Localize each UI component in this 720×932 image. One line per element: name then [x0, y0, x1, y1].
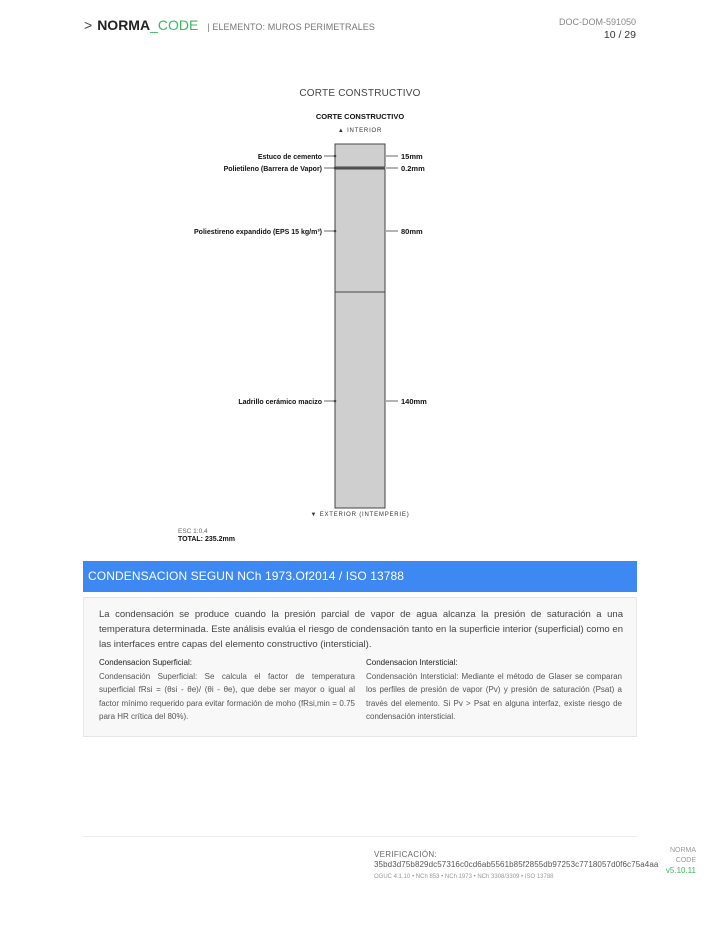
superficial-heading: Condensacion Superficial: [99, 658, 192, 667]
superficial-text: Condensación Superficial: Se calcula el factor de temperatura superficial fRsi = (θsi - θe)/ (θi - θe), que debe ser mayor o igual al factor mínimo requerido para evitar formación de moho (fRsi,min = 0.75 para HR crítica del 80%). [99, 672, 355, 722]
intersticial-text: Condensación Intersticial: Mediante el método de Glaser se comparan los perfiles de presión de vapor (Pv) y presión de saturación (Psat) a través del elemento. Si Pv > Psat en alguna interfaz, existe riesgo de condensación intersticial. [366, 672, 622, 722]
scale-info [178, 528, 235, 543]
intersticial-heading: Condensacion Intersticial: [366, 658, 458, 667]
brand-header [84, 17, 375, 33]
layer-name-vapor-barrier: Polietileno (Barrera de Vapor) [223, 166, 322, 173]
footer-logo [666, 846, 696, 876]
layer-thickness-stucco: 15mm [401, 152, 423, 161]
section-header [83, 561, 637, 592]
construction-section-diagram [0, 100, 720, 525]
layer-thickness-eps: 80mm [401, 227, 423, 236]
interior-label: ▲ INTERIOR [337, 128, 383, 134]
footer-logo-code: CODE [675, 857, 696, 864]
right-leaders [386, 156, 398, 401]
layer-brick [335, 292, 385, 508]
document-id: DOC-DOM-591050 [558, 17, 636, 27]
footer-divider [83, 836, 637, 837]
layer-name-stucco: Estuco de cemento [257, 154, 322, 161]
element-label: | ELEMENTO: MUROS PERIMETRALES [207, 22, 376, 32]
verification-label: VERIFICACIÓN: [374, 850, 438, 859]
scale-label: ESC 1:0.4 [178, 528, 208, 535]
layer-name-eps: Poliestireno expandido (EPS 15 kg/m³) [194, 229, 322, 236]
total-thickness: TOTAL: 235.2mm [178, 536, 235, 543]
brand-prompt: > [84, 17, 93, 33]
brand-norma: NORMA [97, 17, 151, 33]
condensation-content [83, 597, 637, 737]
footer-version: v5.10.11 [665, 866, 696, 875]
layer-thickness-brick: 140mm [401, 397, 427, 406]
section-title: CONDENSACION SEGUN NCh 1973.Of2014 / ISO 13788 [88, 569, 405, 583]
verification-hash: 35bd3d75b829dc57316c0cd6ab5561b85f2855db97253c7718057d0f6c75a4aa [374, 860, 659, 869]
left-leaders [324, 156, 335, 401]
brand-code: _CODE [150, 17, 199, 33]
intro-paragraph: La condensación se produce cuando la presión parcial de vapor de agua alcanza la presión de saturación a una temperatura determinada. Este análisis evalúa el riesgo de condensación tanto en la superficie interior (superficial) como en las interfaces entre capas del elemento constructivo (intersticial). [99, 609, 623, 650]
figure-caption: CORTE CONSTRUCTIVO [299, 88, 421, 99]
layer-name-brick: Ladrillo cerámico macizo [238, 399, 322, 406]
superficial-column [99, 658, 355, 724]
intersticial-column [366, 658, 622, 724]
diagram-title: CORTE CONSTRUCTIVO [315, 112, 405, 121]
normative-references: OGUC 4.1.10 • NCh 853 • NCh 1973 • NCh 3308/3309 • ISO 13788 [374, 874, 554, 880]
layer-thickness-vapor-barrier: 0.2mm [401, 164, 425, 173]
layer-eps [335, 169, 385, 292]
exterior-label: ▼ EXTERIOR (INTEMPERIE) [310, 512, 410, 518]
page-number: 10 / 29 [603, 29, 636, 41]
footer-logo-norma: NORMA [669, 847, 696, 854]
layer-stucco [335, 144, 385, 167]
